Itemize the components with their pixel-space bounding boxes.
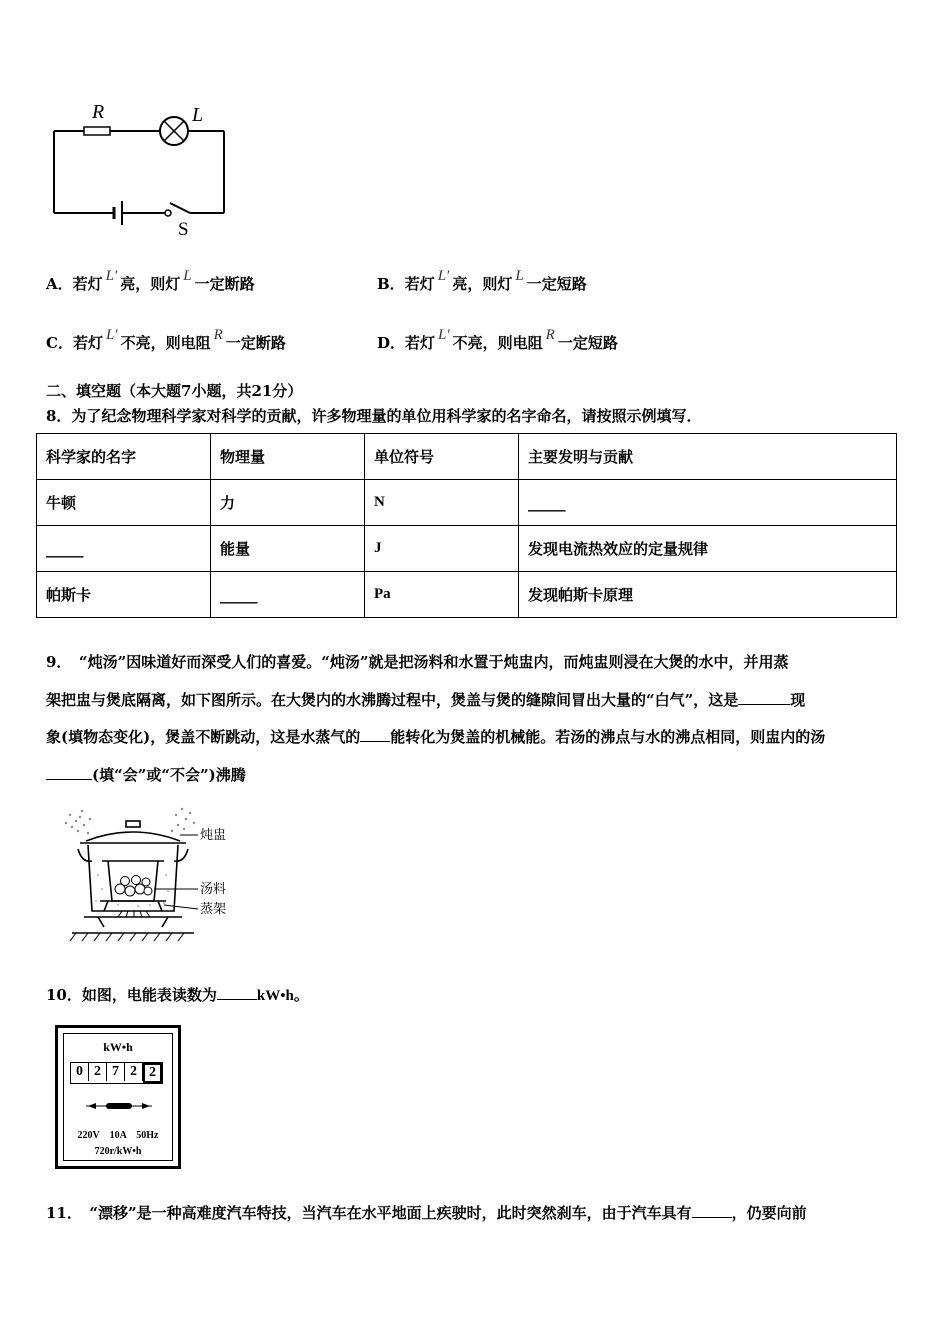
label-soup: 汤料 [200, 882, 227, 897]
meter-disc-icon [84, 1098, 154, 1114]
scientist-table [36, 433, 897, 618]
table-header-cell: 主要发明与贡献 [519, 434, 897, 480]
meter-digit: 2 [89, 1063, 107, 1081]
section-heading: 二、填空题（本大题7小题，共21分） [46, 382, 303, 400]
table-row [37, 480, 897, 526]
resistor-label: R [92, 101, 105, 123]
meter-unit: kW•h [103, 1040, 133, 1054]
table-cell: 能量 [211, 526, 365, 572]
meter-rate: 720r/kW•h [94, 1146, 142, 1157]
question-8: 8．为了纪念物理科学家对科学的贡献，许多物理量的单位用科学家的名字命名，请按照示例填写． [46, 407, 702, 425]
table-cell: 牛顿 [37, 480, 211, 526]
circuit-diagram [40, 95, 250, 240]
table-cell: 力 [211, 480, 365, 526]
stew-pot-figure [58, 805, 248, 945]
electric-meter [55, 1025, 181, 1169]
option-d: D．若灯 L′ 不亮，则电阻 R 一定短路 [377, 327, 618, 352]
answer-blank[interactable] [46, 765, 92, 780]
table-cell: _____ [519, 480, 897, 526]
meter-digit: 2 [125, 1063, 143, 1081]
table-cell: N [365, 480, 519, 526]
answer-blank[interactable] [738, 690, 790, 705]
label-pot: 炖盅 [200, 828, 227, 843]
answer-blank[interactable] [360, 727, 390, 742]
table-row [37, 572, 897, 618]
table-cell: _____ [37, 526, 211, 572]
question-10: 10．如图，电能表读数为 kW•h。 [46, 986, 309, 1004]
table-header-cell: 科学家的名字 [37, 434, 211, 480]
meter-digit-decimal: 2 [143, 1063, 162, 1083]
question-9: 9． “炖汤”因味道好而深受人们的喜爱。“炖汤”就是把汤料和水置于炖盅内，而炖盅则浸在大煲的水中，并用蒸 架把盅与煲底隔离，如下图所示。在大煲内的水沸腾过程中，煲盖与煲的缝隙间冒出大量的“白气”，这是 现 象(填物态变化)，煲盖不断跳动，这是水蒸气的 能转化为煲盖的机械能。若汤的沸点与水的沸点相同，则盅内的汤 (填“会”或“不会”)沸腾 [46, 653, 826, 784]
meter-digits [70, 1062, 163, 1084]
answer-blank[interactable] [692, 1203, 732, 1218]
question-11: 11． “漂移”是一种高难度汽车特技，当汽车在水平地面上疾驶时，此时突然刹车，由于汽车具有 ，仍要向前 [46, 1204, 807, 1222]
table-header-row [37, 434, 897, 480]
table-row [37, 526, 897, 572]
label-rack: 蒸架 [200, 902, 227, 917]
table-cell: _____ [211, 572, 365, 618]
meter-specs: 220V 10A 50Hz [77, 1130, 159, 1141]
table-header-cell: 单位符号 [365, 434, 519, 480]
switch-label: S [178, 219, 189, 240]
table-cell: Pa [365, 572, 519, 618]
answer-blank[interactable] [217, 985, 257, 1000]
meter-digit: 0 [71, 1063, 89, 1081]
table-cell: 帕斯卡 [37, 572, 211, 618]
option-b: B．若灯 L′ 亮，则灯 L 一定短路 [377, 268, 587, 293]
option-a: A．若灯 L′ 亮，则灯 L 一定断路 [46, 268, 255, 293]
table-cell: 发现电流热效应的定量规律 [519, 526, 897, 572]
table-cell: 发现帕斯卡原理 [519, 572, 897, 618]
option-c: C．若灯 L′ 不亮，则电阻 R 一定断路 [46, 327, 286, 352]
table-cell: J [365, 526, 519, 572]
meter-digit: 7 [107, 1063, 125, 1081]
lamp-label: L [192, 104, 204, 126]
table-header-cell: 物理量 [211, 434, 365, 480]
